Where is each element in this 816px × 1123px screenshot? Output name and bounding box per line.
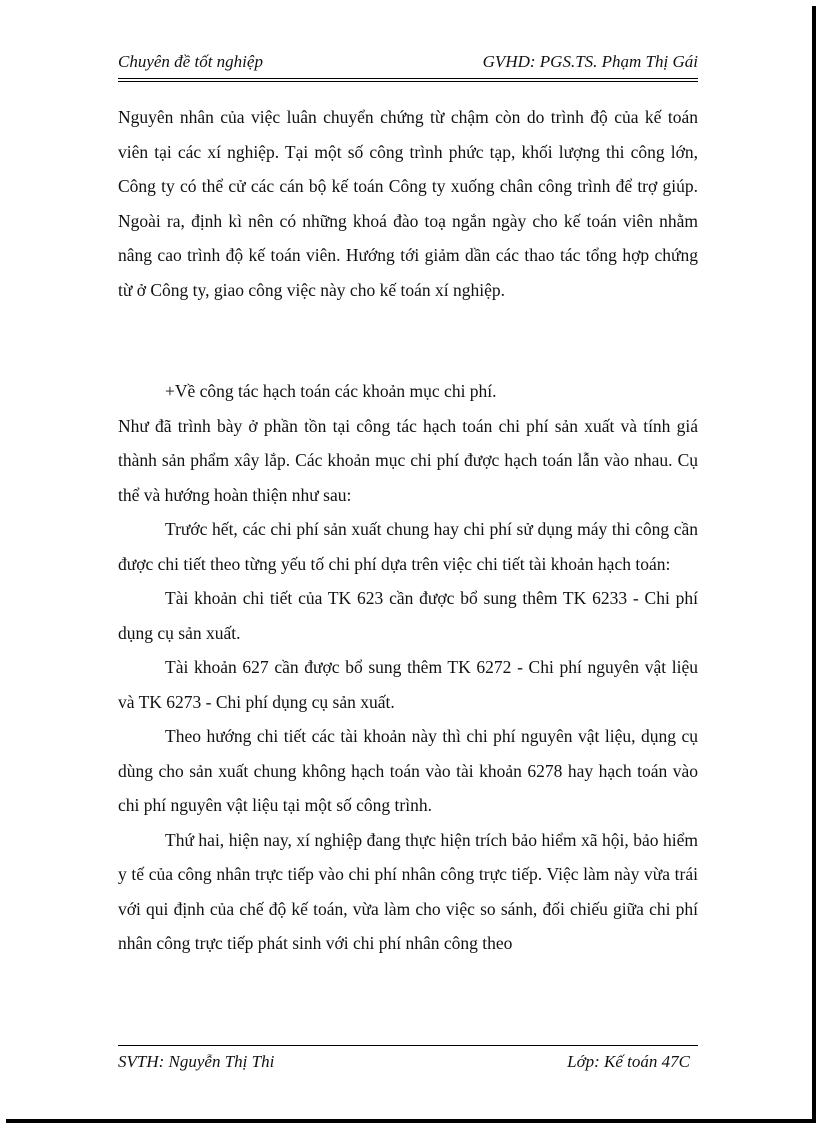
header-supervisor: GVHD: PGS.TS. Phạm Thị Gái — [482, 52, 698, 71]
header-rule-bottom — [118, 81, 698, 82]
page-header — [118, 52, 698, 76]
page-shadow-right — [812, 6, 816, 1123]
page-footer — [118, 1052, 698, 1076]
paragraph-5: Tài khoản 627 cần được bổ sung thêm TK 6272 - Chi phí nguyên vật liệu và TK 6273 - Chi phí dụng cụ sản xuất. — [118, 657, 698, 712]
header-course-title: Chuyên đề tốt nghiệp — [118, 52, 263, 71]
footer-student: SVTH: Nguyễn Thị Thi — [118, 1052, 275, 1071]
paragraph-4: Tài khoản chi tiết của TK 623 cần được bổ sung thêm TK 6233 - Chi phí dụng cụ sản xuất. — [118, 588, 698, 643]
paragraph-gap — [118, 307, 698, 374]
paragraph-1: Nguyên nhân của việc luân chuyển chứng từ chậm còn do trình độ của kế toán viên tại các xí nghiệp. Tại một số công trình phức tạp, khối lượng thi công lớn, Công ty có thể cử các cán bộ kế toán Công ty xuống chân công trình để trợ giúp. Ngoài ra, định kì nên có những khoá đào toạ ngắn ngày cho kế toán viên nhằm nâng cao trình độ kế toán viên. Hướng tới giảm dần các thao tác tổng hợp chứng từ ở Công ty, giao công việc này cho kế toán xí nghiệp. — [118, 107, 698, 300]
footer-class: Lớp: Kế toán 47C — [567, 1052, 690, 1071]
section-heading: +Về công tác hạch toán các khoản mục chi phí. — [165, 381, 497, 401]
header-rule-top — [118, 78, 698, 79]
paragraph-7: Thứ hai, hiện nay, xí nghiệp đang thực hiện trích bảo hiểm xã hội, bảo hiểm y tế của công nhân trực tiếp vào chi phí nhân công trực tiếp. Việc làm này vừa trái với qui định của chế độ kế toán, vừa làm cho việc so sánh, đối chiếu giữa chi phí nhân công trực tiếp phát sinh với chi phí nhân công theo — [118, 829, 698, 953]
paragraph-6: Theo hướng chi tiết các tài khoản này thì chi phí nguyên vật liệu, dụng cụ dùng cho sản xuất chung không hạch toán vào tài khoản 6278 hay hạch toán vào chi phí nguyên vật liệu tại một số công trình. — [118, 726, 698, 815]
paragraph-3: Trước hết, các chi phí sản xuất chung hay chi phí sử dụng máy thi công cần được chi tiết theo từng yếu tố chi phí dựa trên việc chi tiết tài khoản hạch toán: — [118, 519, 698, 574]
page-body — [118, 100, 698, 961]
page-shadow-bottom — [6, 1119, 816, 1123]
paragraph-2: Như đã trình bày ở phần tồn tại công tác hạch toán chi phí sản xuất và tính giá thành sản phẩm xây lắp. Các khoản mục chi phí được hạch toán lẫn vào nhau. Cụ thể và hướng hoàn thiện như sau: — [118, 415, 698, 505]
footer-rule — [118, 1045, 698, 1046]
